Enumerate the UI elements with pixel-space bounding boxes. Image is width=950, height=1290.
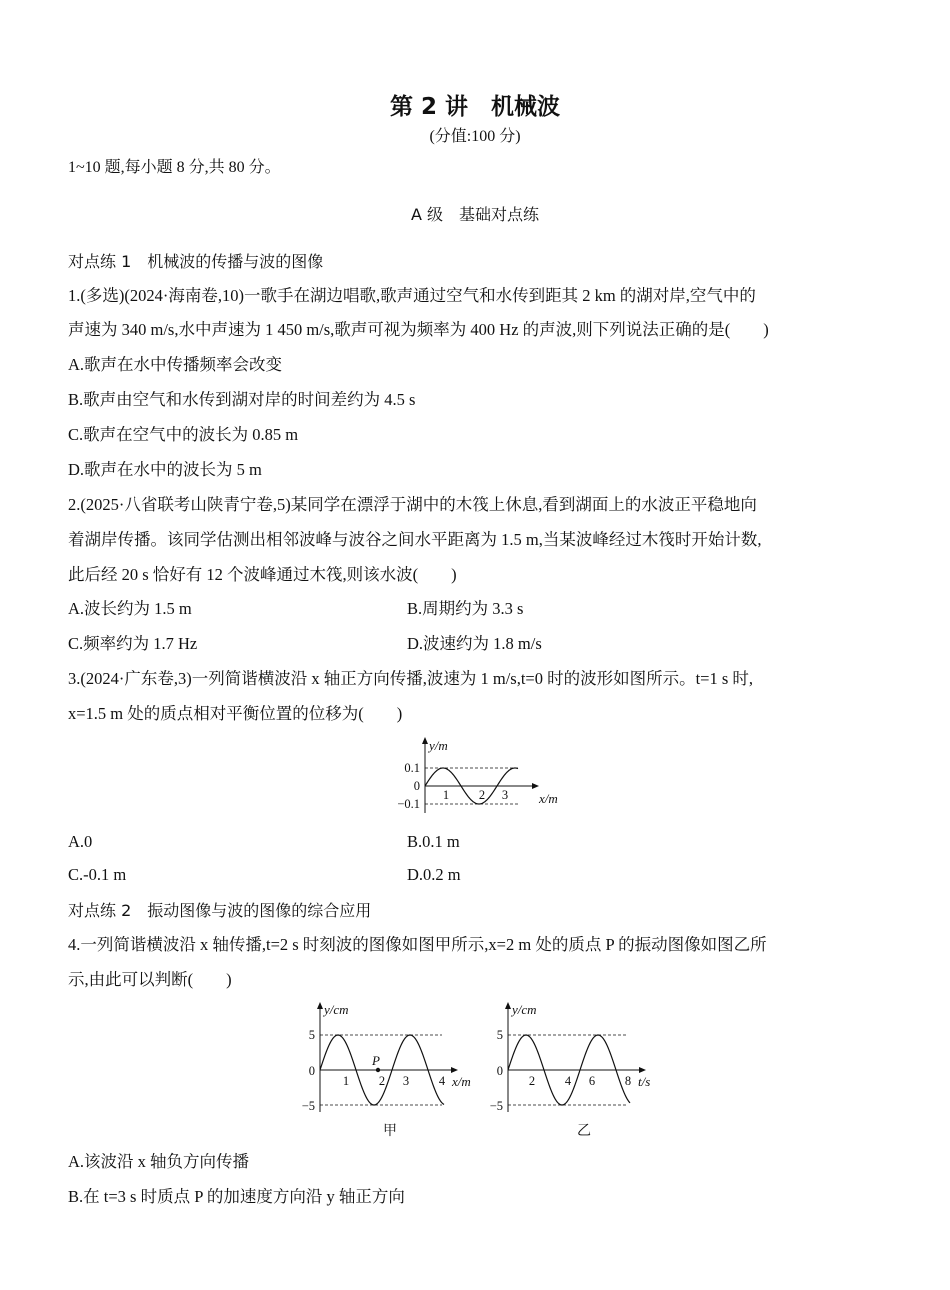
q3-option-d: D.0.2 m <box>407 865 461 884</box>
q4-figure-a-wave-graph <box>292 997 482 1142</box>
q3-stem-line-1: 3.(2024·广东卷,3)一列简谐横波沿 x 轴正方向传播,波速为 1 m/s,t=0 时的波形如图所示。t=1 s 时, <box>68 669 754 688</box>
x-tick-3: 3 <box>402 1074 410 1088</box>
t-tick-2: 2 <box>528 1074 536 1088</box>
score-value: (分值:100 分) <box>429 128 521 145</box>
scoring-note: 1~10 题,每小题 8 分,共 80 分。 <box>68 159 281 176</box>
y-tick-high: 0.1 <box>404 761 420 775</box>
section-heading-2: 对点练 2 振动图像与波的图像的综合应用 <box>68 901 372 920</box>
q3-option-b: B.0.1 m <box>407 832 460 851</box>
q1-option-a: A.歌声在水中传播频率会改变 <box>68 355 283 374</box>
point-p-marker <box>376 1068 380 1072</box>
x-tick-2: 2 <box>478 788 486 802</box>
y-tick-zero: 0 <box>496 1064 503 1078</box>
y-axis-arrow <box>422 737 428 744</box>
q1-option-c: C.歌声在空气中的波长为 0.85 m <box>68 425 299 444</box>
y-axis-arrow <box>505 1002 511 1009</box>
q1-option-b: B.歌声由空气和水传到湖对岸的时间差约为 4.5 s <box>68 390 416 409</box>
q3-stem-line-2: x=1.5 m 处的质点相对平衡位置的位移为( ) <box>68 704 403 723</box>
y-tick-zero: 0 <box>413 779 420 793</box>
q2-stem-line-1: 2.(2025·八省联考山陕青宁卷,5)某同学在漂浮于湖中的木筏上休息,看到湖面上的水波正平稳地向 <box>68 495 757 514</box>
x-axis-label: x/m <box>539 791 558 806</box>
q2-option-a: A.波长约为 1.5 m <box>68 599 192 618</box>
level-heading: A 级 基础对点练 <box>410 205 540 224</box>
q3-wave-graph <box>385 733 565 823</box>
t-tick-6: 6 <box>588 1074 596 1088</box>
q1-stem-line-1: 1.(多选)(2024·海南卷,10)一歌手在湖边唱歌,歌声通过空气和水传到距其 2 km 的湖对岸,空气中的 <box>68 286 756 305</box>
q2-stem-line-3: 此后经 20 s 恰好有 12 个波峰通过木筏,则该水波( ) <box>68 565 457 584</box>
section-heading-1: 对点练 1 机械波的传播与波的图像 <box>68 252 324 271</box>
x-tick-4: 4 <box>438 1074 446 1088</box>
y-axis-label: y/cm <box>324 1002 349 1017</box>
q4-stem-line-1: 4.一列简谐横波沿 x 轴传播,t=2 s 时刻波的图像如图甲所示,x=2 m 处的质点 P 的振动图像如图乙所 <box>68 935 767 954</box>
y-tick-low: −0.1 <box>397 797 420 811</box>
q4-figure-b-vibration-graph <box>480 997 670 1142</box>
y-axis-label: y/cm <box>512 1002 537 1017</box>
y-tick-low: −5 <box>489 1099 503 1113</box>
q2-option-d: D.波速约为 1.8 m/s <box>407 634 542 653</box>
q3-option-a: A.0 <box>68 832 93 851</box>
page-title: 第 2 讲 机械波 <box>389 94 561 120</box>
q1-stem-line-2: 声速为 340 m/s,水中声速为 1 450 m/s,歌声可视为频率为 400 Hz 的声波,则下列说法正确的是( ) <box>68 320 769 339</box>
y-axis-arrow <box>317 1002 323 1009</box>
q4-option-b: B.在 t=3 s 时质点 P 的加速度方向沿 y 轴正方向 <box>68 1187 405 1206</box>
y-tick-high: 5 <box>308 1028 315 1042</box>
q4-stem-line-2: 示,由此可以判断( ) <box>68 970 232 989</box>
point-p-label: P <box>372 1053 380 1068</box>
x-axis-label: x/m <box>452 1074 471 1089</box>
q3-option-c: C.-0.1 m <box>68 865 127 884</box>
q2-stem-line-2: 着湖岸传播。该同学估测出相邻波峰与波谷之间水平距离为 1.5 m,当某波峰经过木筏时开始计数, <box>68 530 762 549</box>
figure-b-caption: 乙 <box>577 1124 591 1139</box>
y-tick-low: −5 <box>301 1099 315 1113</box>
x-tick-3: 3 <box>501 788 509 802</box>
y-tick-zero: 0 <box>308 1064 315 1078</box>
x-tick-2: 2 <box>378 1074 386 1088</box>
x-tick-1: 1 <box>342 1074 350 1088</box>
q2-option-b: B.周期约为 3.3 s <box>407 599 524 618</box>
q2-option-c: C.频率约为 1.7 Hz <box>68 634 198 653</box>
q1-option-d: D.歌声在水中的波长为 5 m <box>68 460 262 479</box>
x-tick-1: 1 <box>442 788 450 802</box>
y-axis-label: y/m <box>429 738 448 753</box>
t-tick-4: 4 <box>564 1074 572 1088</box>
x-axis-arrow <box>451 1067 458 1073</box>
q4-option-a: A.该波沿 x 轴负方向传播 <box>68 1152 250 1171</box>
figure-a-caption: 甲 <box>383 1124 397 1139</box>
y-tick-high: 5 <box>496 1028 503 1042</box>
t-axis-arrow <box>639 1067 646 1073</box>
t-axis-label: t/s <box>638 1074 651 1089</box>
x-axis-arrow <box>532 783 539 789</box>
t-tick-8: 8 <box>624 1074 632 1088</box>
